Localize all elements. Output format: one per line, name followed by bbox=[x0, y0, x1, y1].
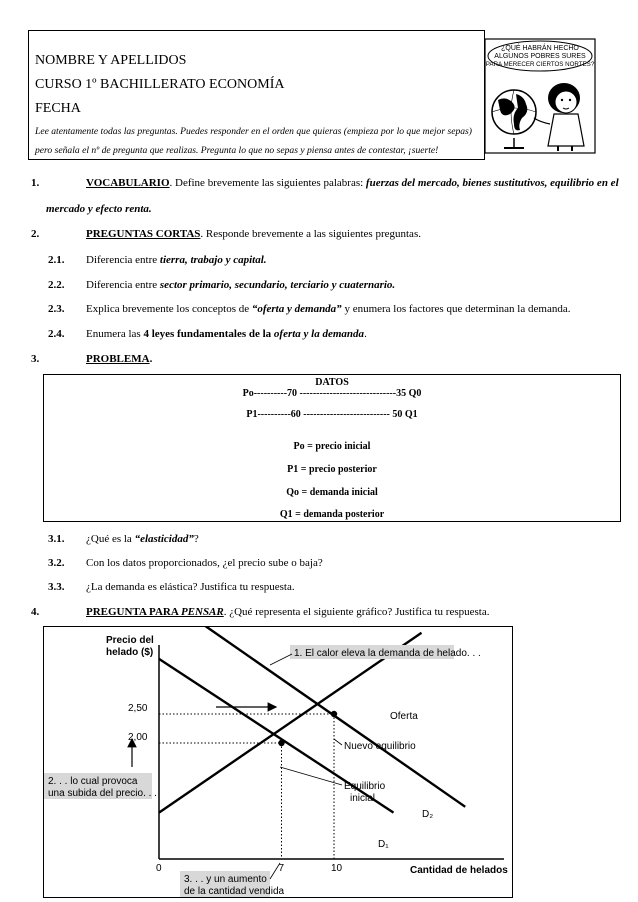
q4-number: 4. bbox=[31, 606, 40, 618]
datos-def-4: Q1 = demanda posterior bbox=[279, 509, 385, 520]
q3-2-number: 3.2. bbox=[48, 557, 65, 569]
q2-1-em: tierra, trabajo y capital. bbox=[159, 254, 267, 266]
q2-4-em: oferta y la demanda bbox=[273, 328, 365, 340]
y-tick-2,00: 2,00 bbox=[128, 732, 148, 743]
q3-1-text bbox=[86, 533, 199, 545]
datos-def-2: P1 = precio posterior bbox=[287, 464, 377, 475]
q4-title-b: PENSAR bbox=[180, 606, 224, 618]
q2-2-number: 2.2. bbox=[48, 279, 65, 291]
supply-demand-chart bbox=[43, 626, 513, 898]
q2-title: PREGUNTAS CORTAS bbox=[86, 228, 201, 240]
bubble-line-2: ALGUNOS POBRES SURES bbox=[494, 53, 586, 60]
q1-text bbox=[86, 177, 619, 189]
y-axis-label-1: Precio del bbox=[106, 635, 154, 646]
x-tick-7: 7 bbox=[278, 863, 285, 874]
date-label: FECHA bbox=[35, 101, 81, 116]
q2-3-pre: Explica brevemente los conceptos de bbox=[86, 303, 252, 315]
callout-price-2: una subida del precio. . . bbox=[48, 788, 157, 799]
q3-title-wrap bbox=[86, 353, 152, 365]
label-d1: D₁ bbox=[378, 839, 389, 850]
label-oferta: Oferta bbox=[390, 711, 418, 722]
q1-number: 1. bbox=[31, 177, 40, 189]
q2-2-text bbox=[86, 279, 395, 291]
label-new-equilibrium: Nuevo equilibrio bbox=[344, 741, 416, 752]
q2-2-em: sector primario, secundario, terciario y cuaternario. bbox=[159, 279, 396, 291]
label-initial-equilibrium-1: Equilibrio bbox=[344, 781, 386, 792]
q1-text-cont bbox=[46, 203, 152, 215]
q2-2-pre: Diferencia entre bbox=[86, 279, 160, 291]
intro-line-1: Lee atentamente todas las preguntas. Puedes responder en el orden que quieras (empieza por lo que mejor sepas) bbox=[35, 126, 472, 137]
q4-prompt: . ¿Qué representa el siguiente gráfico? Justifica tu respuesta. bbox=[223, 606, 490, 618]
q1-terms-cont: mercado y efecto renta. bbox=[46, 203, 152, 215]
y-axis-label-2: helado ($) bbox=[106, 647, 154, 658]
q3-1-post: ? bbox=[193, 533, 199, 545]
y-tick-2,50: 2,50 bbox=[128, 703, 148, 714]
q2-3-number: 2.3. bbox=[48, 303, 65, 315]
q2-3-text bbox=[86, 303, 570, 315]
q2-text bbox=[86, 228, 421, 240]
course-label: CURSO 1º BACHILLERATO ECONOMÍA bbox=[35, 77, 285, 92]
x-axis-label: Cantidad de helados bbox=[410, 865, 508, 876]
bubble-line-3: PARA MERECER CIERTOS NORTES? bbox=[485, 61, 595, 68]
name-label: NOMBRE Y APELLIDOS bbox=[35, 53, 187, 68]
q2-4-text bbox=[86, 328, 367, 340]
datos-def-1: Po = precio inicial bbox=[293, 441, 371, 452]
callout-quantity-1: 3. . . y un aumento bbox=[184, 874, 267, 885]
q3-3-number: 3.3. bbox=[48, 581, 65, 593]
q2-1-text bbox=[86, 254, 267, 266]
callout-price-1: 2. . . lo cual provoca bbox=[48, 776, 138, 787]
intro-line-2: pero señala el nº de pregunta que realizas. Pregunta lo que no sepas y piensa antes de contestar, ¡suerte! bbox=[35, 145, 439, 156]
mafalda-cartoon bbox=[484, 38, 596, 154]
pointer-shift bbox=[270, 654, 292, 665]
datos-heading: DATOS bbox=[315, 377, 349, 388]
student-info-box bbox=[28, 30, 485, 160]
callout-shift: 1. El calor eleva la demanda de helado. . . bbox=[294, 648, 481, 659]
q2-prompt: . Responde brevemente a las siguientes preguntas. bbox=[200, 228, 421, 240]
q3-title-suffix: . bbox=[149, 353, 153, 365]
q2-1-number: 2.1. bbox=[48, 254, 65, 266]
q2-4-post: . bbox=[364, 328, 367, 340]
q4-title-a: PREGUNTA PARA bbox=[86, 606, 181, 618]
x-tick-0: 0 bbox=[156, 863, 162, 874]
q1-terms: fuerzas del mercado, bienes sustitutivos, equilibrio en el bbox=[365, 177, 619, 189]
q2-1-pre: Diferencia entre bbox=[86, 254, 160, 266]
q2-4-bold: 4 leyes fundamentales de la bbox=[143, 328, 274, 340]
label-d2: D₂ bbox=[422, 809, 434, 820]
q1-prompt: . Define brevemente las siguientes palabras: bbox=[169, 177, 366, 189]
datos-def-3: Qo = demanda inicial bbox=[286, 487, 378, 498]
q2-4-pre: Enumera las bbox=[86, 328, 144, 340]
q3-3-text: ¿La demanda es elástica? Justifica tu respuesta. bbox=[86, 581, 295, 593]
pointer-init-eq bbox=[280, 767, 342, 785]
q3-title: PROBLEMA bbox=[86, 353, 150, 365]
q2-number: 2. bbox=[31, 228, 40, 240]
datos-line-1: Po----------70 -----------------------------35 Q0 bbox=[242, 388, 422, 399]
q1-title: VOCABULARIO bbox=[86, 177, 170, 189]
pointer-new-eq bbox=[334, 739, 342, 745]
datos-line-2: P1----------60 -------------------------- 50 Q1 bbox=[246, 409, 418, 420]
q2-3-em: “oferta y demanda” bbox=[251, 303, 342, 315]
x-tick-10: 10 bbox=[331, 863, 343, 874]
q3-2-text: Con los datos proporcionados, ¿el precio sube o baja? bbox=[86, 557, 323, 569]
bubble-line-1: ¿QUÉ HABRÁN HECHO bbox=[501, 45, 579, 52]
q4-text bbox=[86, 606, 489, 618]
q3-number: 3. bbox=[31, 353, 40, 365]
callout-quantity-2: de la cantidad vendida bbox=[184, 886, 285, 897]
q3-1-number: 3.1. bbox=[48, 533, 65, 545]
q3-1-pre: ¿Qué es la bbox=[86, 533, 135, 545]
q2-4-number: 2.4. bbox=[48, 328, 65, 340]
label-initial-equilibrium-2: inicial bbox=[350, 793, 376, 804]
datos-box bbox=[43, 374, 621, 522]
q2-3-post: y enumera los factores que determinan la demanda. bbox=[341, 303, 571, 315]
q3-1-em: “elasticidad” bbox=[134, 533, 194, 545]
